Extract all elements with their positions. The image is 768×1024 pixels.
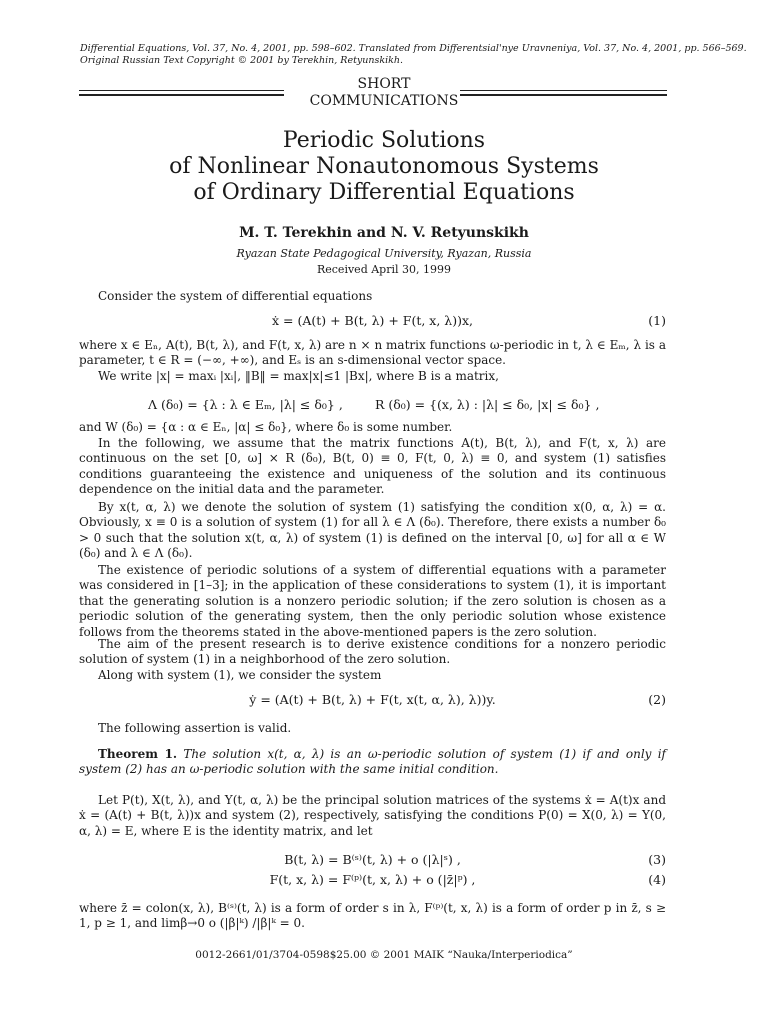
equation-1 (79, 313, 666, 329)
section-label-bottom: COMMUNICATIONS (309, 93, 459, 109)
received-date: Received April 30, 1999 (316, 263, 451, 276)
equation-R-set: R (δ₀) = {(x, λ) : |λ| ≤ δ₀, |x| ≤ δ₀} , (375, 397, 600, 412)
equation-4-body: F(t, x, λ) = F⁽ᵖ⁾(t, x, λ) + o (|z̄|ᵖ) , (269, 872, 476, 887)
paragraph: The following assertion is valid. (98, 721, 292, 735)
equation-2-number: (2) (648, 692, 666, 707)
equation-4-number: (4) (648, 872, 666, 887)
paragraph: where z̄ = colon(x, λ), B⁽ˢ⁾(t, λ) is a form of order s in λ, F⁽ᵖ⁾(t, x, λ) is a form of order p in z̄, s ≥ 1, p ≥ 1, and limβ→0 o (|β|ᵏ) /|β|ᵏ = 0. (79, 901, 666, 931)
equation-2-body: ẏ = (A(t) + B(t, λ) + F(t, x(t, α, λ), λ))y. (249, 692, 496, 707)
paragraph: The existence of periodic solutions of a system of differential equations with a parameter was considered in [1–3]; in the application of these considerations to system (1), it is important that the generating solution is a nonzero periodic solution; if the zero solution is chosen as a periodic solution of the generating system, then the only periodic solution whose existence follows from the theorems stated in the above-mentioned papers is the zero solution. (79, 563, 666, 639)
equation-4 (79, 872, 666, 888)
section-label-top: SHORT (357, 76, 411, 92)
affiliation: Ryazan State Pedagogical University, Ryazan, Russia (236, 247, 532, 260)
paragraph: We write |x| = maxᵢ |xᵢ|, ‖B‖ = max|x|≤1 |Bx|, where B is a matrix, (98, 369, 499, 383)
paragraph: In the following, we assume that the matrix functions A(t), B(t, λ), and F(t, x, λ) are continuous on the set [0, ω] × R (δ₀), B(t, 0) ≡ 0, F(t, 0, λ) ≡ 0, and system (1) satisfies conditions guaranteeing the existence and uniqueness of the solution and its continuous dependence on the initial data and the parameter. (79, 436, 666, 497)
citation-line: Differential Equations, Vol. 37, No. 4, 2001, pp. 598–602. Translated from Differentsial'nye Uravneniya, Vol. 37, No. 4, 2001, pp. 566–569. (80, 43, 747, 54)
title-line-2: of Nonlinear Nonautonomous Systems (169, 154, 599, 179)
equation-3-number: (3) (648, 852, 666, 867)
theorem-1 (79, 747, 666, 778)
copyright-line: Original Russian Text Copyright © 2001 by Terekhin, Retyunskikh. (80, 55, 404, 66)
equation-1-body: ẋ = (A(t) + B(t, λ) + F(t, x, λ))x, (271, 313, 474, 328)
authors: M. T. Terekhin and N. V. Retyunskikh (239, 225, 529, 241)
paragraph: Let P(t), X(t, λ), and Y(t, α, λ) be the principal solution matrices of the systems ẋ = A(t)x and ẋ = (A(t) + B(t, λ))x and system (2), respectively, satisfying the conditions P(0) = X(0, λ) = Y(0, α, λ) = E, where E is the identity matrix, and let (79, 793, 666, 838)
equation-3-body: B(t, λ) = B⁽ˢ⁾(t, λ) + o (|λ|ˢ) , (284, 852, 461, 867)
title-line-1: Periodic Solutions (282, 128, 486, 153)
paragraph: and W (δ₀) = {α : α ∈ Eₙ, |α| ≤ δ₀}, where δ₀ is some number. (79, 420, 453, 434)
equation-lambda-set: Λ (δ₀) = {λ : λ ∈ Eₘ, |λ| ≤ δ₀} , (148, 397, 343, 412)
paragraph: Consider the system of differential equations (98, 289, 373, 303)
paragraph: The aim of the present research is to derive existence conditions for a nonzero periodic solution of system (1) in a neighborhood of the zero solution. (79, 637, 666, 667)
section-rule-left-thin (79, 90, 284, 91)
section-rule-right-thin (460, 90, 667, 91)
equation-2 (79, 692, 666, 708)
paragraph: Along with system (1), we consider the system (98, 668, 382, 682)
theorem-statement: The solution x(t, α, λ) is an ω-periodic solution of system (1) if and only if system (2) has an ω-periodic solution with the same initial condition. (79, 747, 666, 777)
equation-1-number: (1) (648, 313, 666, 328)
page-footer: 0012-2661/01/3704-0598$25.00 © 2001 MAIK “Nauka/Interperiodica” (195, 949, 573, 961)
paragraph: By x(t, α, λ) we denote the solution of system (1) satisfying the condition x(0, α, λ) = α. Obviously, x ≡ 0 is a solution of system (1) for all λ ∈ Λ (δ₀). Therefore, there exists a number δ₀ > 0 such that the solution x(t, α, λ) of system (1) is defined on the interval [0, ω] for all α ∈ W (δ₀) and λ ∈ Λ (δ₀). (79, 500, 666, 561)
equation-3 (79, 852, 666, 868)
paragraph: where x ∈ Eₙ, A(t), B(t, λ), and F(t, x, λ) are n × n matrix functions ω-periodic in t, λ ∈ Eₘ, λ is a parameter, t ∈ R = (−∞, +∞), and Eₛ is an s-dimensional vector space. (79, 338, 666, 368)
theorem-label: Theorem 1. (98, 747, 178, 761)
title-line-3: of Ordinary Differential Equations (193, 180, 575, 205)
